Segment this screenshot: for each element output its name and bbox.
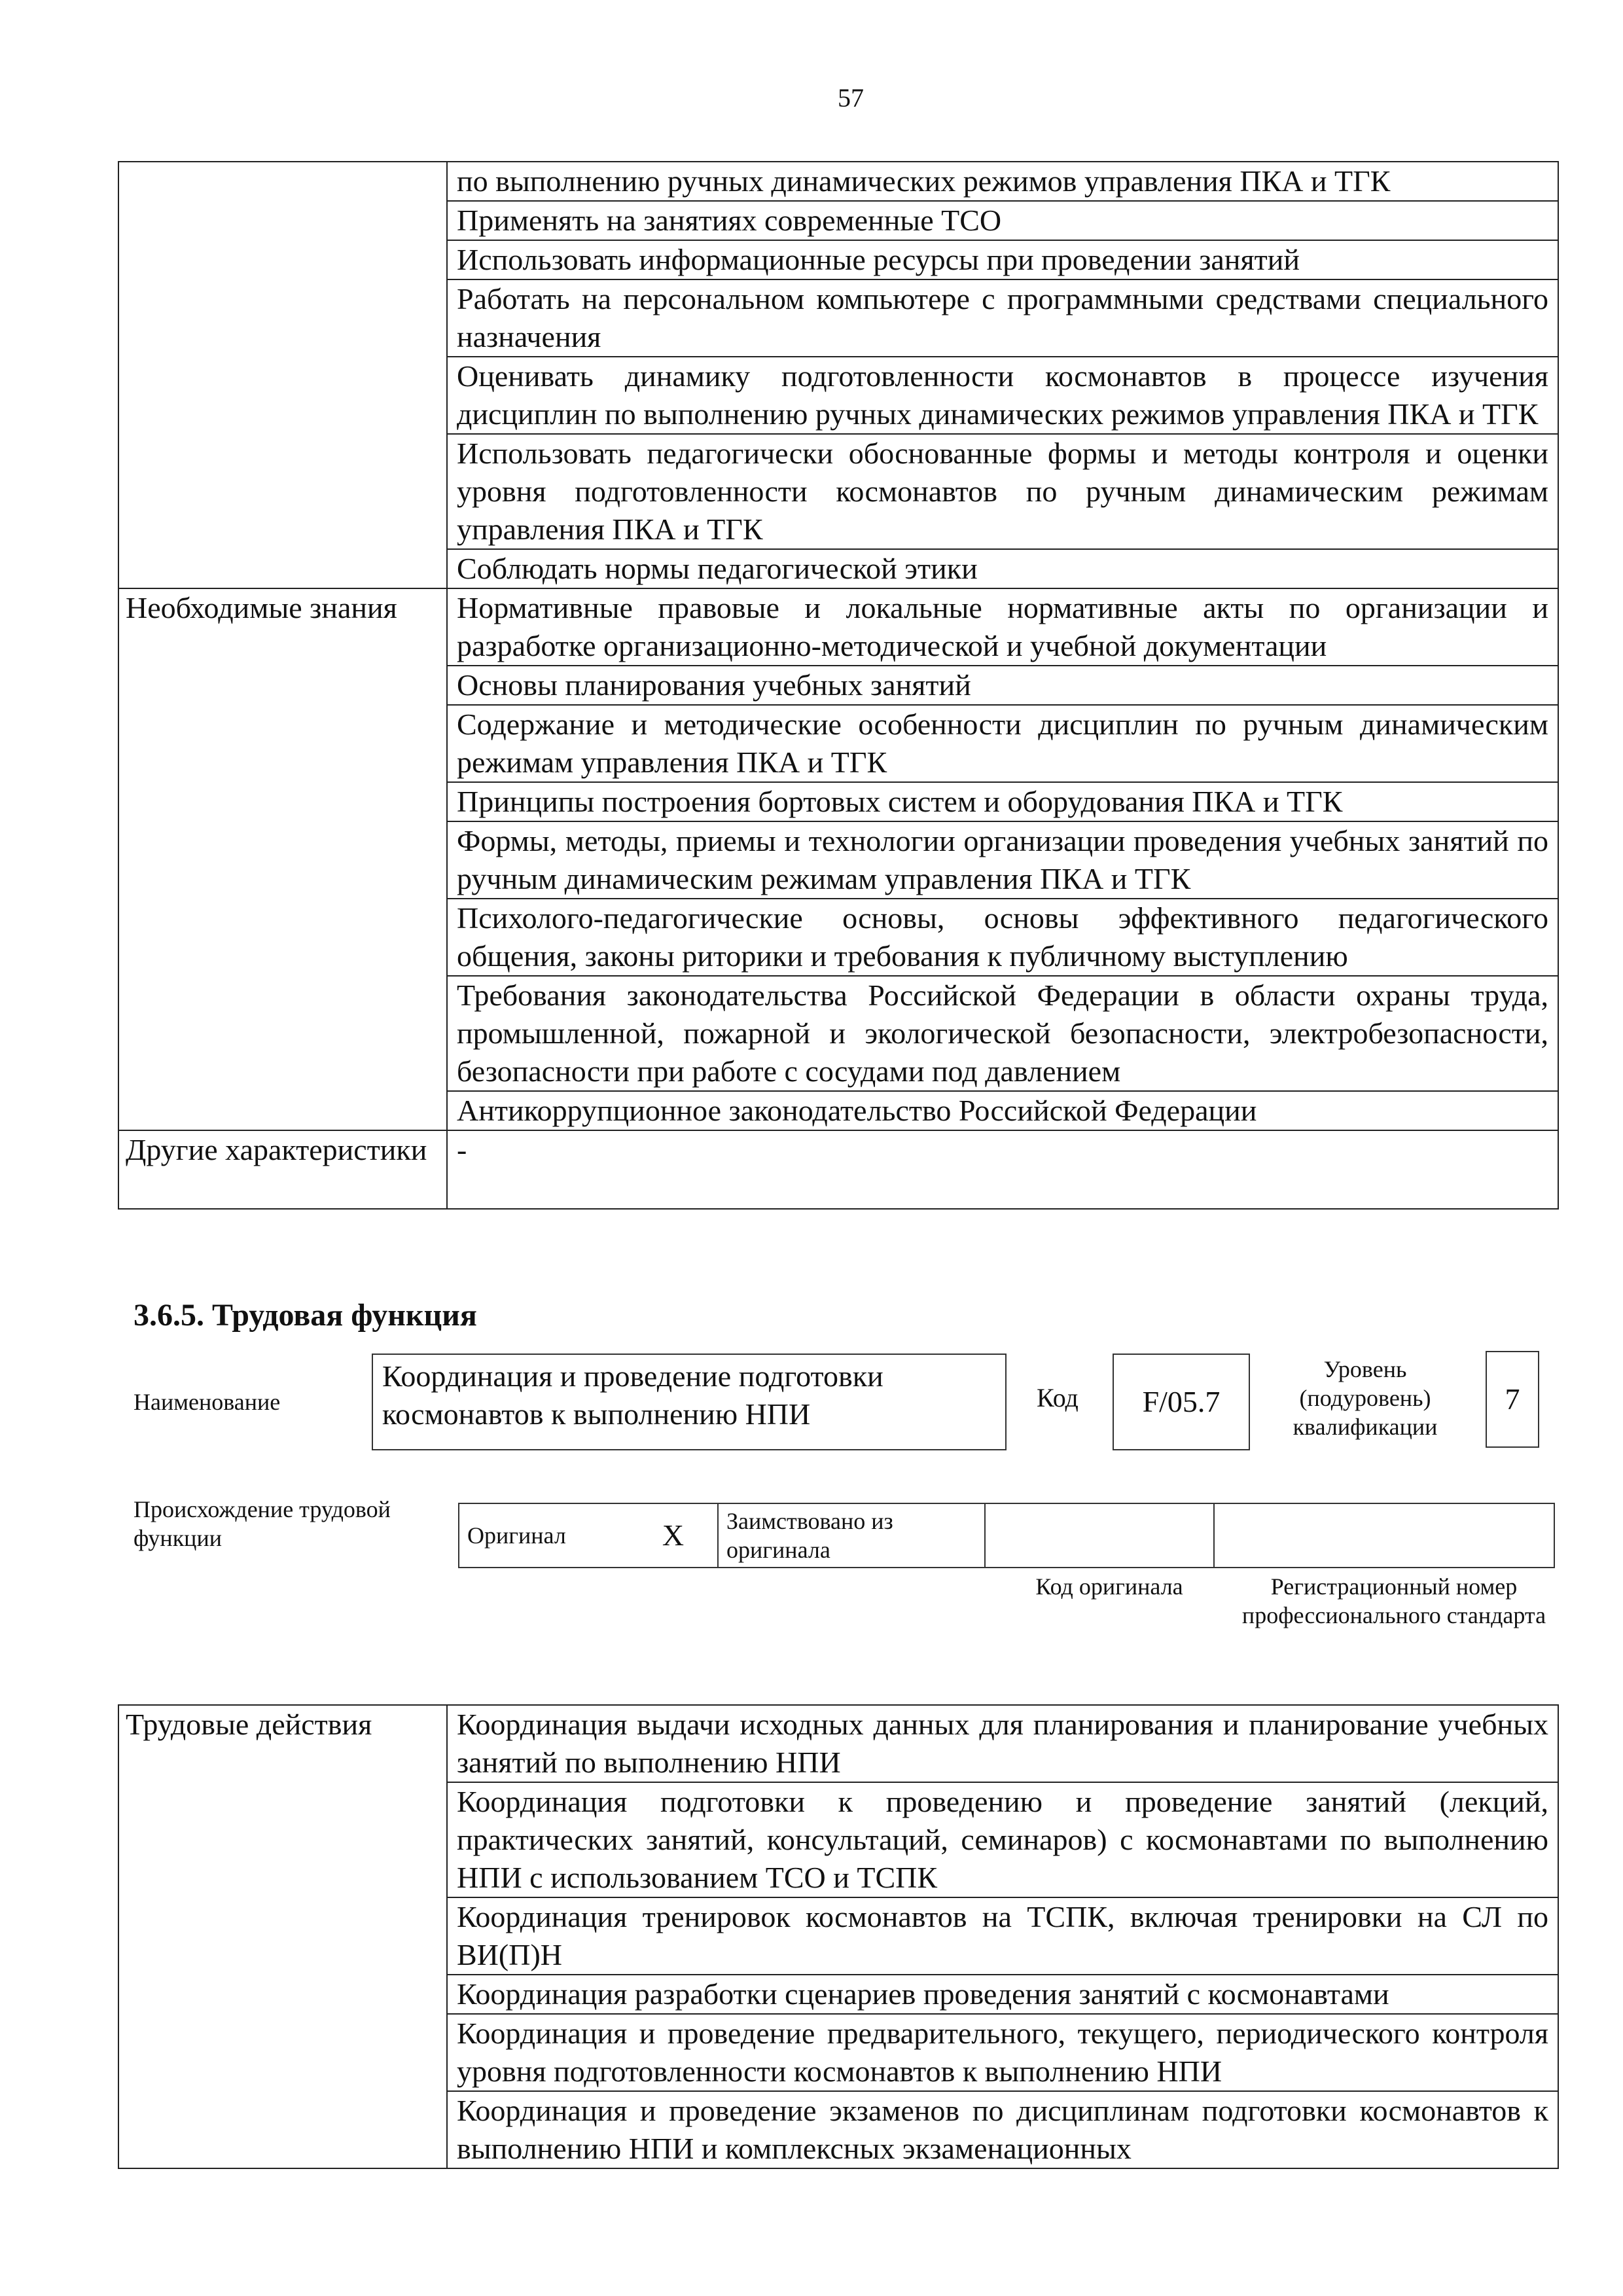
code-original-cell [985, 1503, 1214, 1568]
table-row [118, 1130, 1558, 1209]
row-label [118, 162, 447, 588]
code-box [1113, 1354, 1250, 1450]
list-item: Координация подготовки к проведению и проведение занятий (лекций, практических занятий, консультаций, семинаров) с космонавтами по выполнению НПИ с использованием ТСО и ТСПК [447, 1782, 1558, 1897]
table-row [118, 162, 1558, 201]
list-item: Оценивать динамику подготовленности космонавтов в процессе изучения дисциплин по выполнению ручных динамических режимов управления ПКА и ТГК [447, 357, 1558, 434]
level-box [1486, 1351, 1539, 1448]
list-item: Основы планирования учебных занятий [447, 666, 1558, 705]
reg-number-cell [1214, 1503, 1554, 1568]
list-item: Использовать педагогически обоснованные формы и методы контроля и оценки уровня подготовленности космонавтов по ручным динамическим режимам управления ПКА и ТГК [447, 434, 1558, 549]
level-label: Уровень (подуровень) квалификации [1293, 1356, 1438, 1440]
list-item: - [447, 1130, 1558, 1209]
page-number: 57 [838, 83, 864, 113]
list-item: Антикоррупционное законодательство Российской Федерации [447, 1091, 1558, 1130]
list-item: Работать на персональном компьютере с программными средствами специального назначения [447, 279, 1558, 357]
name-box [372, 1354, 1007, 1450]
code-label: Код [1037, 1383, 1079, 1412]
origin-table [458, 1503, 1555, 1568]
list-item: Координация и проведение экзаменов по дисциплинам подготовки космонавтов к выполнению НПИ и комплексных экзаменационных [447, 2091, 1558, 2168]
row-label-knowledge: Необходимые знания [118, 588, 447, 1130]
list-item: Координация и проведение предварительного, текущего, периодического контроля уровня подготовленности космонавтов к выполнению НПИ [447, 2014, 1558, 2091]
list-item: Нормативные правовые и локальные нормативные акты по организации и разработке организационно-методической и учебной документации [447, 588, 1558, 666]
table-row [118, 588, 1558, 666]
original-mark: X [629, 1503, 718, 1568]
list-item: Психолого-педагогические основы, основы эффективного педагогического общения, законы риторики и требования к публичному выступлению [447, 899, 1558, 976]
list-item: Координация тренировок космонавтов на ТСПК, включая тренировки на СЛ по ВИ(П)Н [447, 1897, 1558, 1975]
row-label-other: Другие характеристики [118, 1130, 447, 1209]
labour-actions-table [118, 1704, 1559, 2169]
list-item: Координация выдачи исходных данных для планирования и планирование учебных занятий по выполнению НПИ [447, 1705, 1558, 1782]
original-label: Оригинал [459, 1503, 629, 1568]
table-row [459, 1503, 1554, 1568]
list-item: Принципы построения бортовых систем и оборудования ПКА и ТГК [447, 782, 1558, 821]
list-item: Соблюдать нормы педагогической этики [447, 549, 1558, 588]
section-heading: 3.6.5. Трудовая функция [134, 1298, 477, 1333]
reg-number-label: Регистрационный номер профессионального стандарта [1241, 1573, 1546, 1628]
name-label: Наименование [134, 1389, 281, 1415]
borrowed-label: Заимствовано из оригинала [718, 1503, 985, 1568]
list-item: Содержание и методические особенности дисциплин по ручным динамическим режимам управления ПКА и ТГК [447, 705, 1558, 782]
list-item: Координация разработки сценариев проведения занятий с космонавтами [447, 1975, 1558, 2014]
list-item: Формы, методы, приемы и технологии организации проведения учебных занятий по ручным динамическим режимам управления ПКА и ТГК [447, 821, 1558, 899]
name-value: Координация и проведение подготовки космонавтов к выполнению НПИ [382, 1359, 883, 1431]
code-value: F/05.7 [1142, 1385, 1221, 1418]
origin-label: Происхождение трудовой функции [134, 1496, 391, 1551]
code-original-label: Код оригинала [1035, 1573, 1183, 1600]
level-value: 7 [1505, 1382, 1520, 1416]
list-item: Использовать информационные ресурсы при проведении занятий [447, 240, 1558, 279]
list-item: Применять на занятиях современные ТСО [447, 201, 1558, 240]
competency-table [118, 161, 1559, 1210]
list-item: Требования законодательства Российской Федерации в области охраны труда, промышленной, пожарной и экологической безопасности, электробезопасности, безопасности при работе с сосудами под давлением [447, 976, 1558, 1091]
list-item: по выполнению ручных динамических режимов управления ПКА и ТГК [447, 162, 1558, 201]
row-label-actions: Трудовые действия [118, 1705, 447, 2168]
table-row [118, 1705, 1558, 1782]
